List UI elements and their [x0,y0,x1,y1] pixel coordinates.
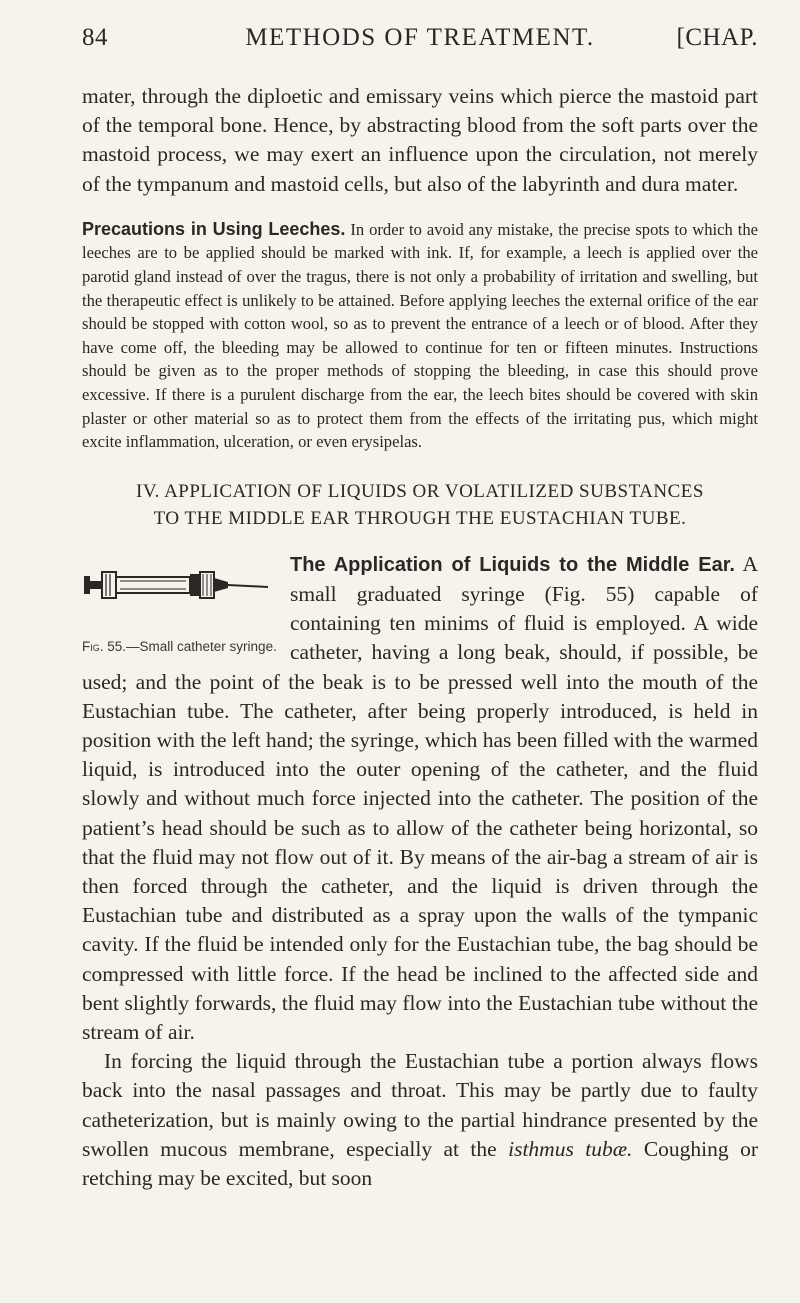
paragraph-application-text: A small graduated syringe (Fig. 55) capable of containing ten minims of fluid is employed. A wide catheter, having a long beak, should, if possible, be used; and the point of the beak is to be pressed well into the mouth of the Eustachian tube. The catheter, after being properly introduced, is held in position with the left hand; the syringe, which has been filled with the warmed liquid, is introduced into the outer opening of the catheter, and the fluid slowly and without much force injected into the catheter. The position of the patient’s head should be such as to allow of the catheter being horizontal, so that the fluid may not flow out of it. By means of the air-bag a stream of air is then forced through the catheter, and the liquid is driven through the Eustachian tube and distributed as a spray upon the walls of the tympanic cavity. If the fluid be intended only for the Eustachian tube, the bag should be compressed with little force. If the head be inclined to the affected side and bent slightly forwards, the fluid may flow into the Eustachian tube without the stream of air. [82,551,759,1044]
figure-caption-text: —Small catheter syringe. [126,638,277,654]
chapter-label: [CHAP. [676,24,758,51]
page-body [82,82,758,1193]
paragraph-forcing-text-b: Coughing or retching may be excited, but soon [82,1136,758,1191]
paragraph-forcing-text-a: In forcing the liquid through the Eustachian tube a portion always flows back into the nasal passages and throat. This may be partly due to faulty catheterization, but is mainly owing to the partial hindrance presented by the swollen mucous membrane, especially at the [82,1049,758,1161]
runin-heading-application: The Application of Liquids to the Middle Ear. [290,553,735,576]
paragraph-precautions [82,218,758,454]
section-heading-line-1: IV. APPLICATION OF LIQUIDS OR VOLATILIZED SUBSTANCES [136,480,704,502]
figure-label: Fig. 55. [82,638,127,654]
paragraph-mastoid: mater, through the diploetic and emissary veins which pierce the mastoid part of the temporal bone. Hence, by abstracting blood from the soft parts over the mastoid process, we may exert an influence upon the circulation, not merely of the tympanum and mastoid cells, but also of the labyrinth and dura mater. [82,84,758,196]
paragraph-forcing-liquid [82,1047,758,1193]
running-head [82,18,758,58]
isthmus-term: isthmus tubæ. [508,1136,633,1161]
page-number: 84 [82,24,108,51]
figure-caption [82,632,277,661]
figure-55 [82,552,277,659]
paragraph-precautions-text: In order to avoid any mistake, the precise spots to which the leeches are to be applied should be marked with ink. If, for example, a leech is applied over the parotid gland instead of over the tragus, there is not only a probability of irritation and swelling, but the therapeutic effect is unlikely to be attained. Before applying leeches the external orifice of the ear should be stopped with cotton wool, so as to prevent the entrance of a leech or of blood. After they have come off, the bleeding may be allowed to continue for ten or fifteen minutes. Instructions should be given as to the proper methods of stopping the bleeding, in case this should prove excessive. If there is a purulent discharge from the ear, the leech bites should be covered with skin plaster or other material so as to protect them from the effects of the irritating pus, which might excite inflammation, ulceration, or even erysipelas. [82,219,758,452]
runin-heading-precautions: Precautions in Using Leeches. [82,218,346,239]
paragraph-application [82,550,758,1047]
section-heading [82,478,758,532]
running-title: METHODS OF TREATMENT. [245,24,595,51]
syringe-illustration [82,560,270,608]
section-heading-line-2: TO THE MIDDLE EAR THROUGH THE EUSTACHIAN TUBE. [153,507,687,529]
